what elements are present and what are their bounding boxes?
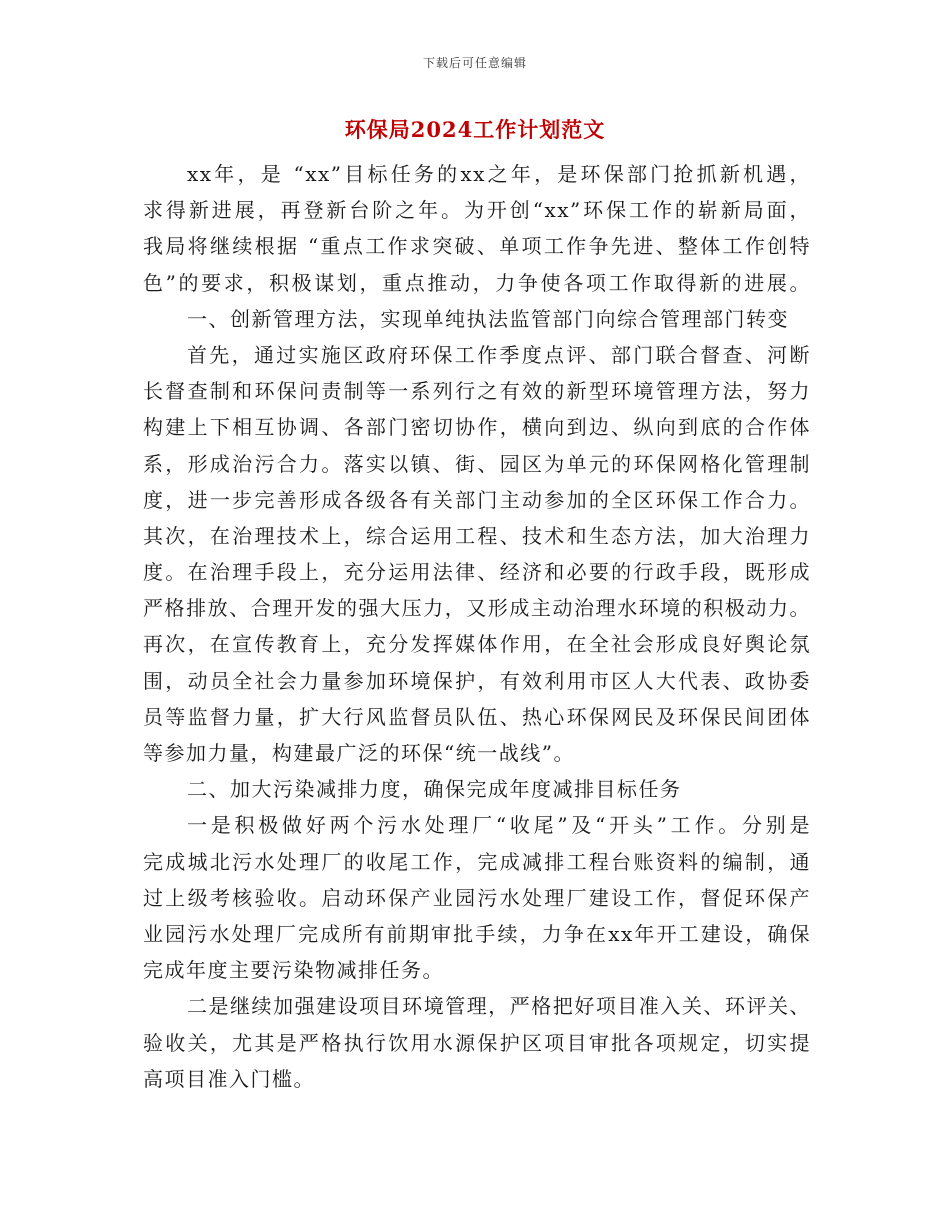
text-line: 围，动员全社会力量参加环境保护，有效利用市区人大代表、政协委: [143, 668, 811, 693]
text-line: 其次，在治理技术上，综合运用工程、技术和生态方法，加大治理力: [143, 523, 811, 548]
text-line: 长督查制和环保问责制等一系列行之有效的新型环境管理方法，努力: [143, 379, 811, 404]
text-line: 完成年度主要污染物减排任务。: [143, 958, 444, 983]
text-line: 二是继续加强建设项目环境管理，严格把好项目准入关、环评关、: [187, 994, 811, 1019]
text-line: 首先，通过实施区政府环保工作季度点评、部门联合督查、河断: [187, 342, 811, 367]
text-line: 一是积极做好两个污水处理厂“收尾”及“开头”工作。分别是: [187, 813, 811, 838]
text-line: 色”的要求，积极谋划，重点推动，力争使各项工作取得新的进展。: [143, 270, 811, 295]
document-title: 环保局2024工作计划范文: [344, 117, 606, 142]
text-line: 一、创新管理方法，实现单纯执法监管部门向综合管理部门转变: [187, 306, 789, 331]
text-line: 高项目准入门槛。: [143, 1066, 315, 1091]
text-line: 过上级考核验收。启动环保产业园污水处理厂建设工作，督促环保产: [143, 885, 811, 910]
text-line: 业园污水处理厂完成所有前期审批手续，力争在xx年开工建设，确保: [143, 921, 811, 946]
text-line: 二、加大污染减排力度，确保完成年度减排目标任务: [187, 777, 682, 802]
text-line: 系，形成治污合力。落实以镇、街、园区为单元的环保网格化管理制: [143, 451, 811, 476]
text-line: 度。在治理手段上，充分运用法律、经济和必要的行政手段，既形成: [143, 560, 811, 585]
text-line: 等参加力量，构建最广泛的环保“统一战线”。: [143, 741, 575, 765]
document-body: [143, 156, 811, 1097]
text-line: 验收关，尤其是严格执行饮用水源保护区项目审批各项规定，切实提: [143, 1030, 811, 1055]
text-line: xx年，是 “xx”目标任务的xx之年，是环保部门抢抓新机遇，: [187, 162, 811, 186]
text-line: 再次，在宣传教育上，充分发挥媒体作用，在全社会形成良好舆论氛: [143, 632, 811, 657]
text-line: 我局将继续根据 “重点工作求突破、单项工作争先进、整体工作创特: [143, 234, 811, 259]
text-line: 员等监督力量，扩大行风监督员队伍、热心环保网民及环保民间团体: [143, 704, 811, 729]
text-line: 度，进一步完善形成各级各有关部门主动参加的全区环保工作合力。: [143, 487, 811, 512]
text-line: 构建上下相互协调、各部门密切协作，横向到边、纵向到底的合作体: [143, 415, 811, 440]
text-line: 完成城北污水处理厂的收尾工作，完成减排工程台账资料的编制，通: [143, 849, 811, 874]
text-line: 求得新进展，再登新台阶之年。为开创“xx”环保工作的崭新局面，: [143, 198, 811, 223]
text-line: 严格排放、合理开发的强大压力，又形成主动治理水环境的积极动力。: [143, 596, 811, 621]
header-note: 下载后可任意编辑: [422, 56, 527, 70]
